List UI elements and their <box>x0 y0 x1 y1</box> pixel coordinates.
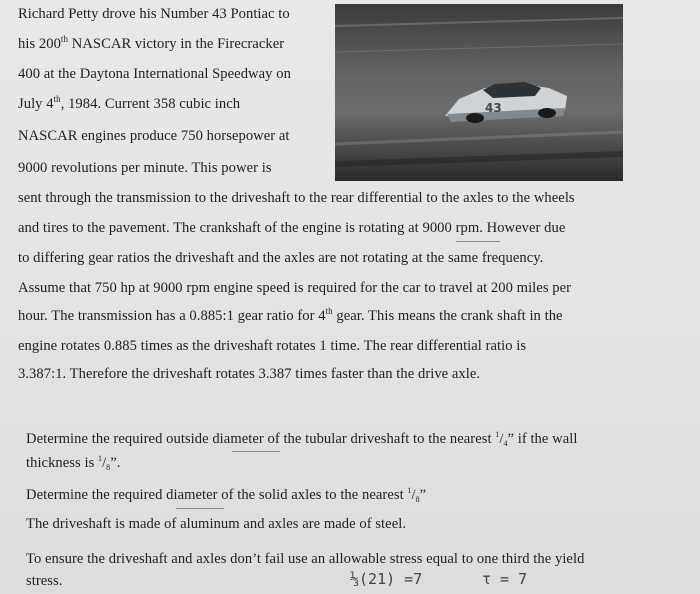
text-fragment: Determine the required diameter of the solid axles to the nearest <box>26 487 408 503</box>
question-1-line-1 <box>26 430 577 448</box>
text-fragment: thickness is <box>26 455 98 471</box>
hand-underline <box>456 241 500 242</box>
text-line-8: and tires to the pavement. The crankshaft of the engine is rotating at 9000 rpm. However due <box>18 220 566 236</box>
race-car-photo <box>335 4 623 181</box>
fraction-numerator: 1 <box>98 454 103 463</box>
text-fragment: , 1984. Current 358 cubic inch <box>60 96 241 112</box>
fraction-quarter: $^1/_4$ <box>495 430 508 448</box>
fraction-denominator: 8 <box>415 495 420 504</box>
question-3: The driveshaft is made of aluminum and axles are made of steel. <box>26 516 407 532</box>
car-number: 43 <box>485 101 502 115</box>
text-fragment: ” if the wall <box>507 431 578 447</box>
text-fragment: ” <box>419 487 427 503</box>
fraction-numerator: 1 <box>495 430 500 439</box>
text-fragment: gear. This means the crank shaft in the <box>332 308 563 324</box>
text-fragment: hour. The transmission has a 0.885:1 gear ratio for 4 <box>18 308 326 324</box>
text-line-7: sent through the transmission to the driveshaft to the rear differential to the axles to the wheels <box>18 190 575 206</box>
fraction-numerator: 1 <box>407 486 412 495</box>
hand-underline <box>176 508 224 509</box>
fraction-denominator: 8 <box>106 463 111 472</box>
text-fragment: Determine the required outside diameter of the tubular driveshaft to the nearest <box>26 431 496 447</box>
question-4-line-1: To ensure the driveshaft and axles don’t fail use an allowable stress equal to one third the yield <box>26 551 585 567</box>
text-line-2 <box>18 36 284 53</box>
handwritten-note-2: τ = 7 <box>482 570 528 588</box>
text-line-3: 400 at the Daytona International Speedway on <box>18 66 291 82</box>
fraction-denominator: 4 <box>503 439 508 448</box>
fraction-eighth: $^1/_8$ <box>407 486 420 504</box>
hand-underline <box>232 451 280 452</box>
superscript: th <box>60 34 69 45</box>
text-line-6: 9000 revolutions per minute. This power is <box>18 160 272 176</box>
text-line-13: 3.387:1. Therefore the driveshaft rotates 3.387 times faster than the drive axle. <box>18 366 481 382</box>
text-fragment: ”. <box>110 455 121 471</box>
question-1-line-2 <box>26 454 120 472</box>
question-2 <box>26 486 426 504</box>
handwritten-note-1: ⅓(21) =7 <box>350 570 423 588</box>
text-line-9: to differing gear ratios the driveshaft and the axles are not rotating at the same frequency. <box>18 250 544 266</box>
text-line-5: NASCAR engines produce 750 horsepower at <box>18 128 290 144</box>
text-fragment: NASCAR victory in the Firecracker <box>68 36 285 52</box>
text-line-11 <box>18 308 563 325</box>
text-fragment: his 200 <box>18 36 61 52</box>
text-line-4 <box>18 96 240 113</box>
text-line-1: Richard Petty drove his Number 43 Pontiac to <box>18 6 290 22</box>
fraction-eighth: $^1/_8$ <box>98 454 111 472</box>
race-car-illustration <box>335 4 623 181</box>
superscript: th <box>53 94 61 105</box>
text-line-12: engine rotates 0.885 times as the driveshaft rotates 1 time. The rear differential ratio is <box>18 338 527 354</box>
superscript: th <box>325 306 333 317</box>
question-4-line-2: stress. <box>26 573 63 589</box>
text-fragment: July 4 <box>18 96 54 112</box>
text-line-10: Assume that 750 hp at 9000 rpm engine speed is required for the car to travel at 200 miles per <box>18 280 572 296</box>
